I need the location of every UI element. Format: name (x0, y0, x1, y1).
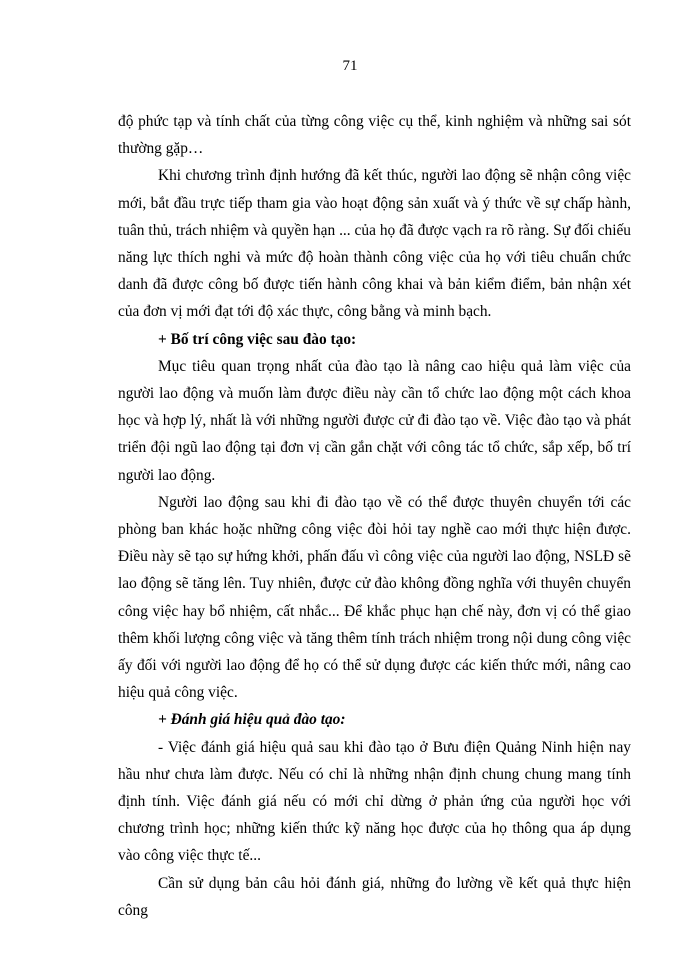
paragraph-5: - Việc đánh giá hiệu quả sau khi đào tạo ở Bưu điện Quảng Ninh hiện nay hầu như chưa làm được. Nếu có chỉ là những nhận định chung chung mang tính định tính. Việc đánh giá nếu có mới chỉ dừng ở phản ứng của người học với chương trình học; những kiến thức kỹ năng học được của họ thông qua áp dụng vào công việc thực tế... (118, 738, 631, 865)
document-body (118, 108, 631, 924)
section-heading-training-evaluation: + Đánh giá hiệu quả đào tạo: (158, 711, 346, 729)
paragraph-1: độ phức tạp và tính chất của từng công việc cụ thể, kinh nghiệm và những sai sót thường gặp… (118, 113, 631, 158)
paragraph-3: Mục tiêu quan trọng nhất của đào tạo là nâng cao hiệu quả làm việc của người lao động và muốn làm được điều này cần tổ chức lao động một cách khoa học và hợp lý, nhất là với những người được cử đi đào tạo về. Việc đào tạo và phát triển đội ngũ lao động tại đơn vị cần gắn chặt với công tác tổ chức, sắp xếp, bố trí người lao động. (118, 357, 631, 484)
paragraph-2: Khi chương trình định hướng đã kết thúc, người lao động sẽ nhận công việc mới, bắt đầu trực tiếp tham gia vào hoạt động sản xuất và ý thức về sự chấp hành, tuân thủ, trách nhiệm và quyền hạn ... của họ đã được vạch ra rõ ràng. Sự đối chiếu năng lực thích nghi và mức độ hoàn thành công việc của họ với tiêu chuẩn chức danh đã được công bố được tiến hành công khai và bản kiểm điểm, bản nhận xét của đơn vị mới đạt tới độ xác thực, công bằng và minh bạch. (118, 167, 631, 321)
page-number: 71 (342, 58, 358, 74)
section-heading-job-placement: + Bố trí công việc sau đào tạo: (158, 330, 357, 348)
paragraph-6: Cần sử dụng bản câu hỏi đánh giá, những đo lường về kết quả thực hiện công (118, 874, 631, 919)
paragraph-4: Người lao động sau khi đi đào tạo về có thể được thuyên chuyển tới các phòng ban khác hoặc những công việc đòi hỏi tay nghề cao mới thực hiện được. Điều này sẽ tạo sự hứng khởi, phấn đấu vì công việc của người lao động, NSLĐ sẽ lao động sẽ tăng lên. Tuy nhiên, được cử đào không đồng nghĩa với thuyên chuyển công việc hay bổ nhiệm, cất nhắc... Để khắc phục hạn chế này, đơn vị có thể giao thêm khối lượng công việc và tăng thêm tính trách nhiệm trong nội dung công việc ấy đối với người lao động để họ có thể sử dụng được các kiến thức mới, nâng cao hiệu quả công việc. (118, 493, 631, 702)
